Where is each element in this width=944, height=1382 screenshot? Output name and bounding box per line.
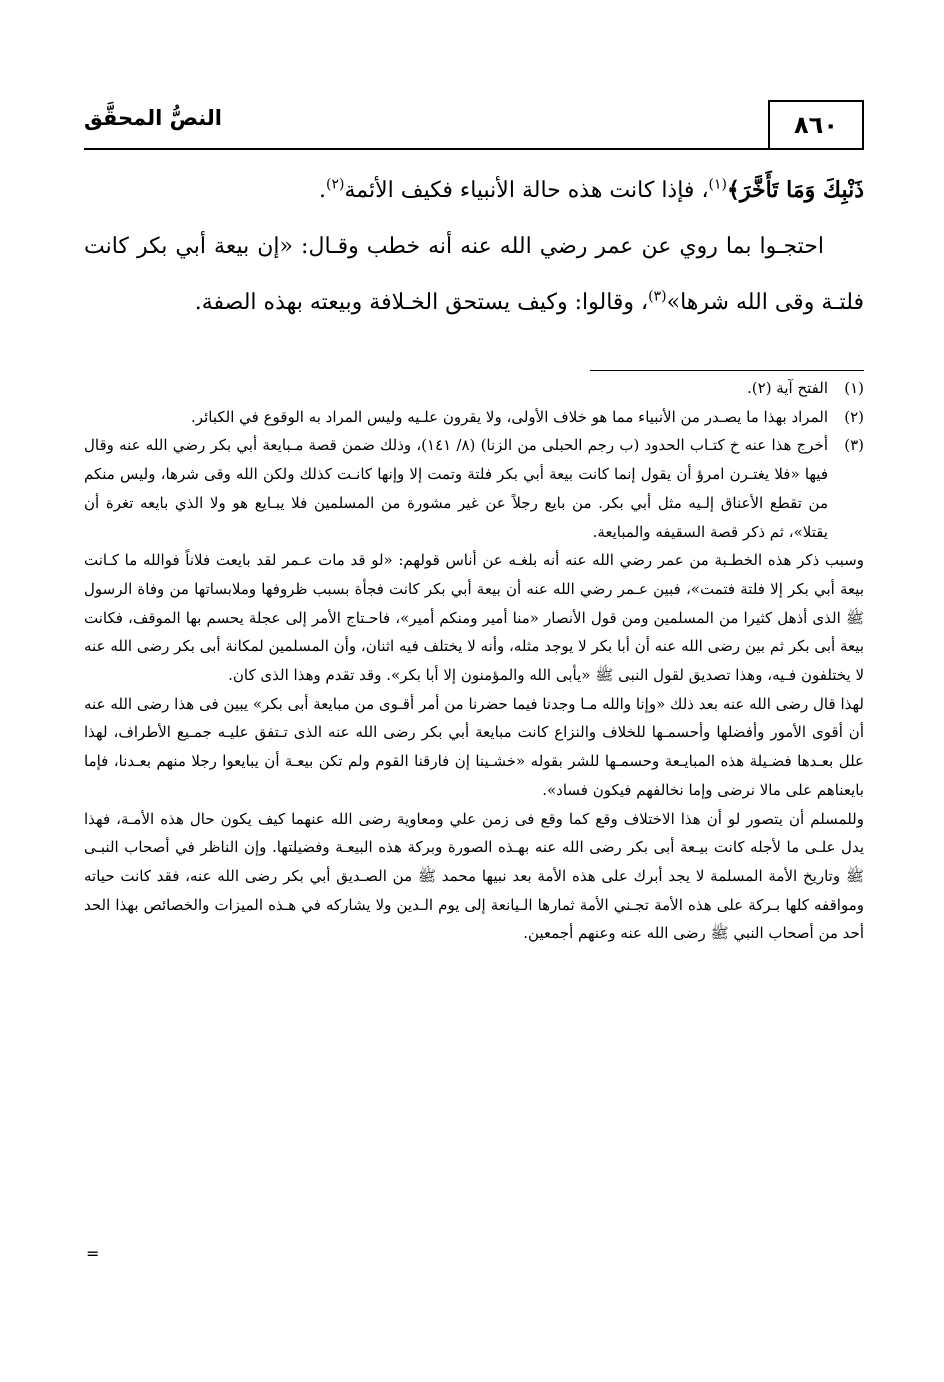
page-header (84, 96, 864, 150)
footnote-label: (١) (844, 379, 864, 397)
footnotes (84, 374, 864, 948)
footnote-separator (590, 370, 864, 371)
footnote-text: المراد بهذا ما يصـدر من الأنبياء مما هو خلاف الأولى، ولا يقرون علـيه وليس المراد به الوقوع في الكبائر. (191, 407, 828, 426)
footnote-text: وللمسلم أن يتصور لو أن هذا الاختلاف وقع كما وقع فى زمن علي ومعاوية رضى الله عنهما كيف يكون حال هذه الأمـة، فهذا يدل علـى ما لأجله كانت بيـعة أبى بكر رضى الله عنه بهـذه الصورة وبركة هذه البيعـة وفضيلتها. وإن الناظر في أصحاب النبـى ﷺ وتاريخ الأمة المسلمة لا يجد أبرك على هذه الأمة بعد نبيها محمد ﷺ من الصـديق أبي بكر رضى الله عنه، فقد كانت حياته ومواقفه كلها بـركة على هذه الأمة تجـني الأمة ثمارها الـيانعة إلى يوم الـدين ولا يشاركه في هـذه الميزات والخصائص بهذا الحد أحد من أصحاب النبي ﷺ رضى الله عنه وعنهم أجمعين. (84, 809, 864, 943)
main-text (84, 162, 864, 331)
main-paragraph-2-text-b: ، وقالوا: وكيف يستحق الخـلافة وبيعته بهذه الصفة. (194, 290, 649, 315)
footnote-3 (84, 431, 864, 546)
footnote-text: وسبب ذكر هذه الخطـبة من عمر رضي الله عنه أنه بلغـه عن أناس قولهم: «لو قد مات عـمر لقد بايعت فلاناً فوالله ما كـانت بيعة أبي بكر إلا فلتة فتمت»، فبين عـمر رضي الله عنه أن بيعة أبي بكر كانت فجأة بسبب ظروفها وملابساتها من وفاة الرسول ﷺ الذى أذهل كثيرا من المسلمين ومن قول الأنصار «منا أمير ومنكم أمير»، فاحـتاج الأمر إلى عجلة يحسم بها الموقف، فكانت بيعة أبى بكر ثم بين رضى الله عنه أن أبا بكر لا يوجد مثله، وأنه لا يختلف فيه اثنان، وأن المسلمين لمكانة أبى بكر رضى الله عنه لا يختلفون فـيه، وهذا تصديق لقول النبى ﷺ «يأبى الله والمؤمنون إلا أبا بكر». وقد تقدم وهذا الذى كان. (84, 551, 864, 685)
footnote-label: (٢) (844, 407, 864, 426)
main-paragraph-2-text-a: احتجـوا بما روي عن عمر رضي الله عنه أنه خطب وقـال: «إن بيعة أبي بكر كانت فلتـة وقى الله شرها» (84, 234, 864, 315)
footnote-1 (84, 374, 864, 403)
page-number: ٨٦٠ (768, 100, 864, 148)
main-paragraph-1-text: ، فإذا كانت هذه حالة الأنبياء فكيف الأئمة (344, 178, 709, 203)
footnote-text: لهذا قال رضى الله عنه بعد ذلك «وإنا والله مـا وجدنا فيما حضرنا من أمر أقـوى من مبايعة أبى بكر» يبين فى هذا رضى الله عنه أن أقوى الأمور وأفضلها وأحسمـها للخلاف والنزاع كانت مبايعة أبي بكر رضى الله عنه الذى تـتفق عليـه جمـيع الأطراف، لهذا علل بعـدها فضـيلة هذه المبايـعة وحسمـها للشر بقوله «خشـينا إن فارقنا القوم ولم تكن بيعـة أن يبايعوا رجلا منهم بعـدنا، فإما بايعناهم على مالا نرضى وإما نخالفهم فيكون فساد». (84, 694, 864, 799)
running-title: النصُّ المحقَّق (84, 106, 222, 130)
footnote-text: الفتح آية (٢). (747, 379, 828, 397)
main-paragraph-1 (84, 162, 864, 219)
footnote-text: أخرج هذا عنه خ كتـاب الحدود (ب رجم الحبلى من الزنا) (٨/ ١٤١)، وذلك ضمن قصة مـبايعة أبي بكر رضي الله عنه وقال فيها «فلا يغتـرن امرؤ أن يقول إنما كانت بيعة أبي بكر فلتة وتمت إلا وإنها كانـت كذلك ولكن الله وقى شرها، وليس منكم من تقطع الأعناق إلـيه مثل أبي بكر. من بايع رجلاً عن غير مشورة من المسلمين فلا يبـايع هو ولا الذي بايعه تغرة أن يقتلا»، ثم ذكر قصة السقيفه والمبايعة. (84, 436, 828, 541)
footnote-3-continuation-c (84, 805, 864, 949)
footnote-3-continuation-a (84, 546, 864, 690)
header-rule (84, 148, 864, 150)
footnote-ref-3: (٣) (648, 288, 667, 305)
footnote-ref-1: (١) (708, 176, 728, 193)
footnote-2 (84, 403, 864, 432)
footnote-ref-2: (٢) (326, 176, 345, 193)
footnote-label: (٣) (844, 436, 864, 455)
footnote-3-continuation-b (84, 690, 864, 805)
main-paragraph-1-end: . (319, 178, 327, 203)
main-paragraph-2 (84, 219, 864, 331)
continuation-mark: = (86, 1244, 100, 1263)
quran-verse: ذَنْبِكَ وَمَا تَأَخَّرَ﴾ (727, 177, 864, 203)
